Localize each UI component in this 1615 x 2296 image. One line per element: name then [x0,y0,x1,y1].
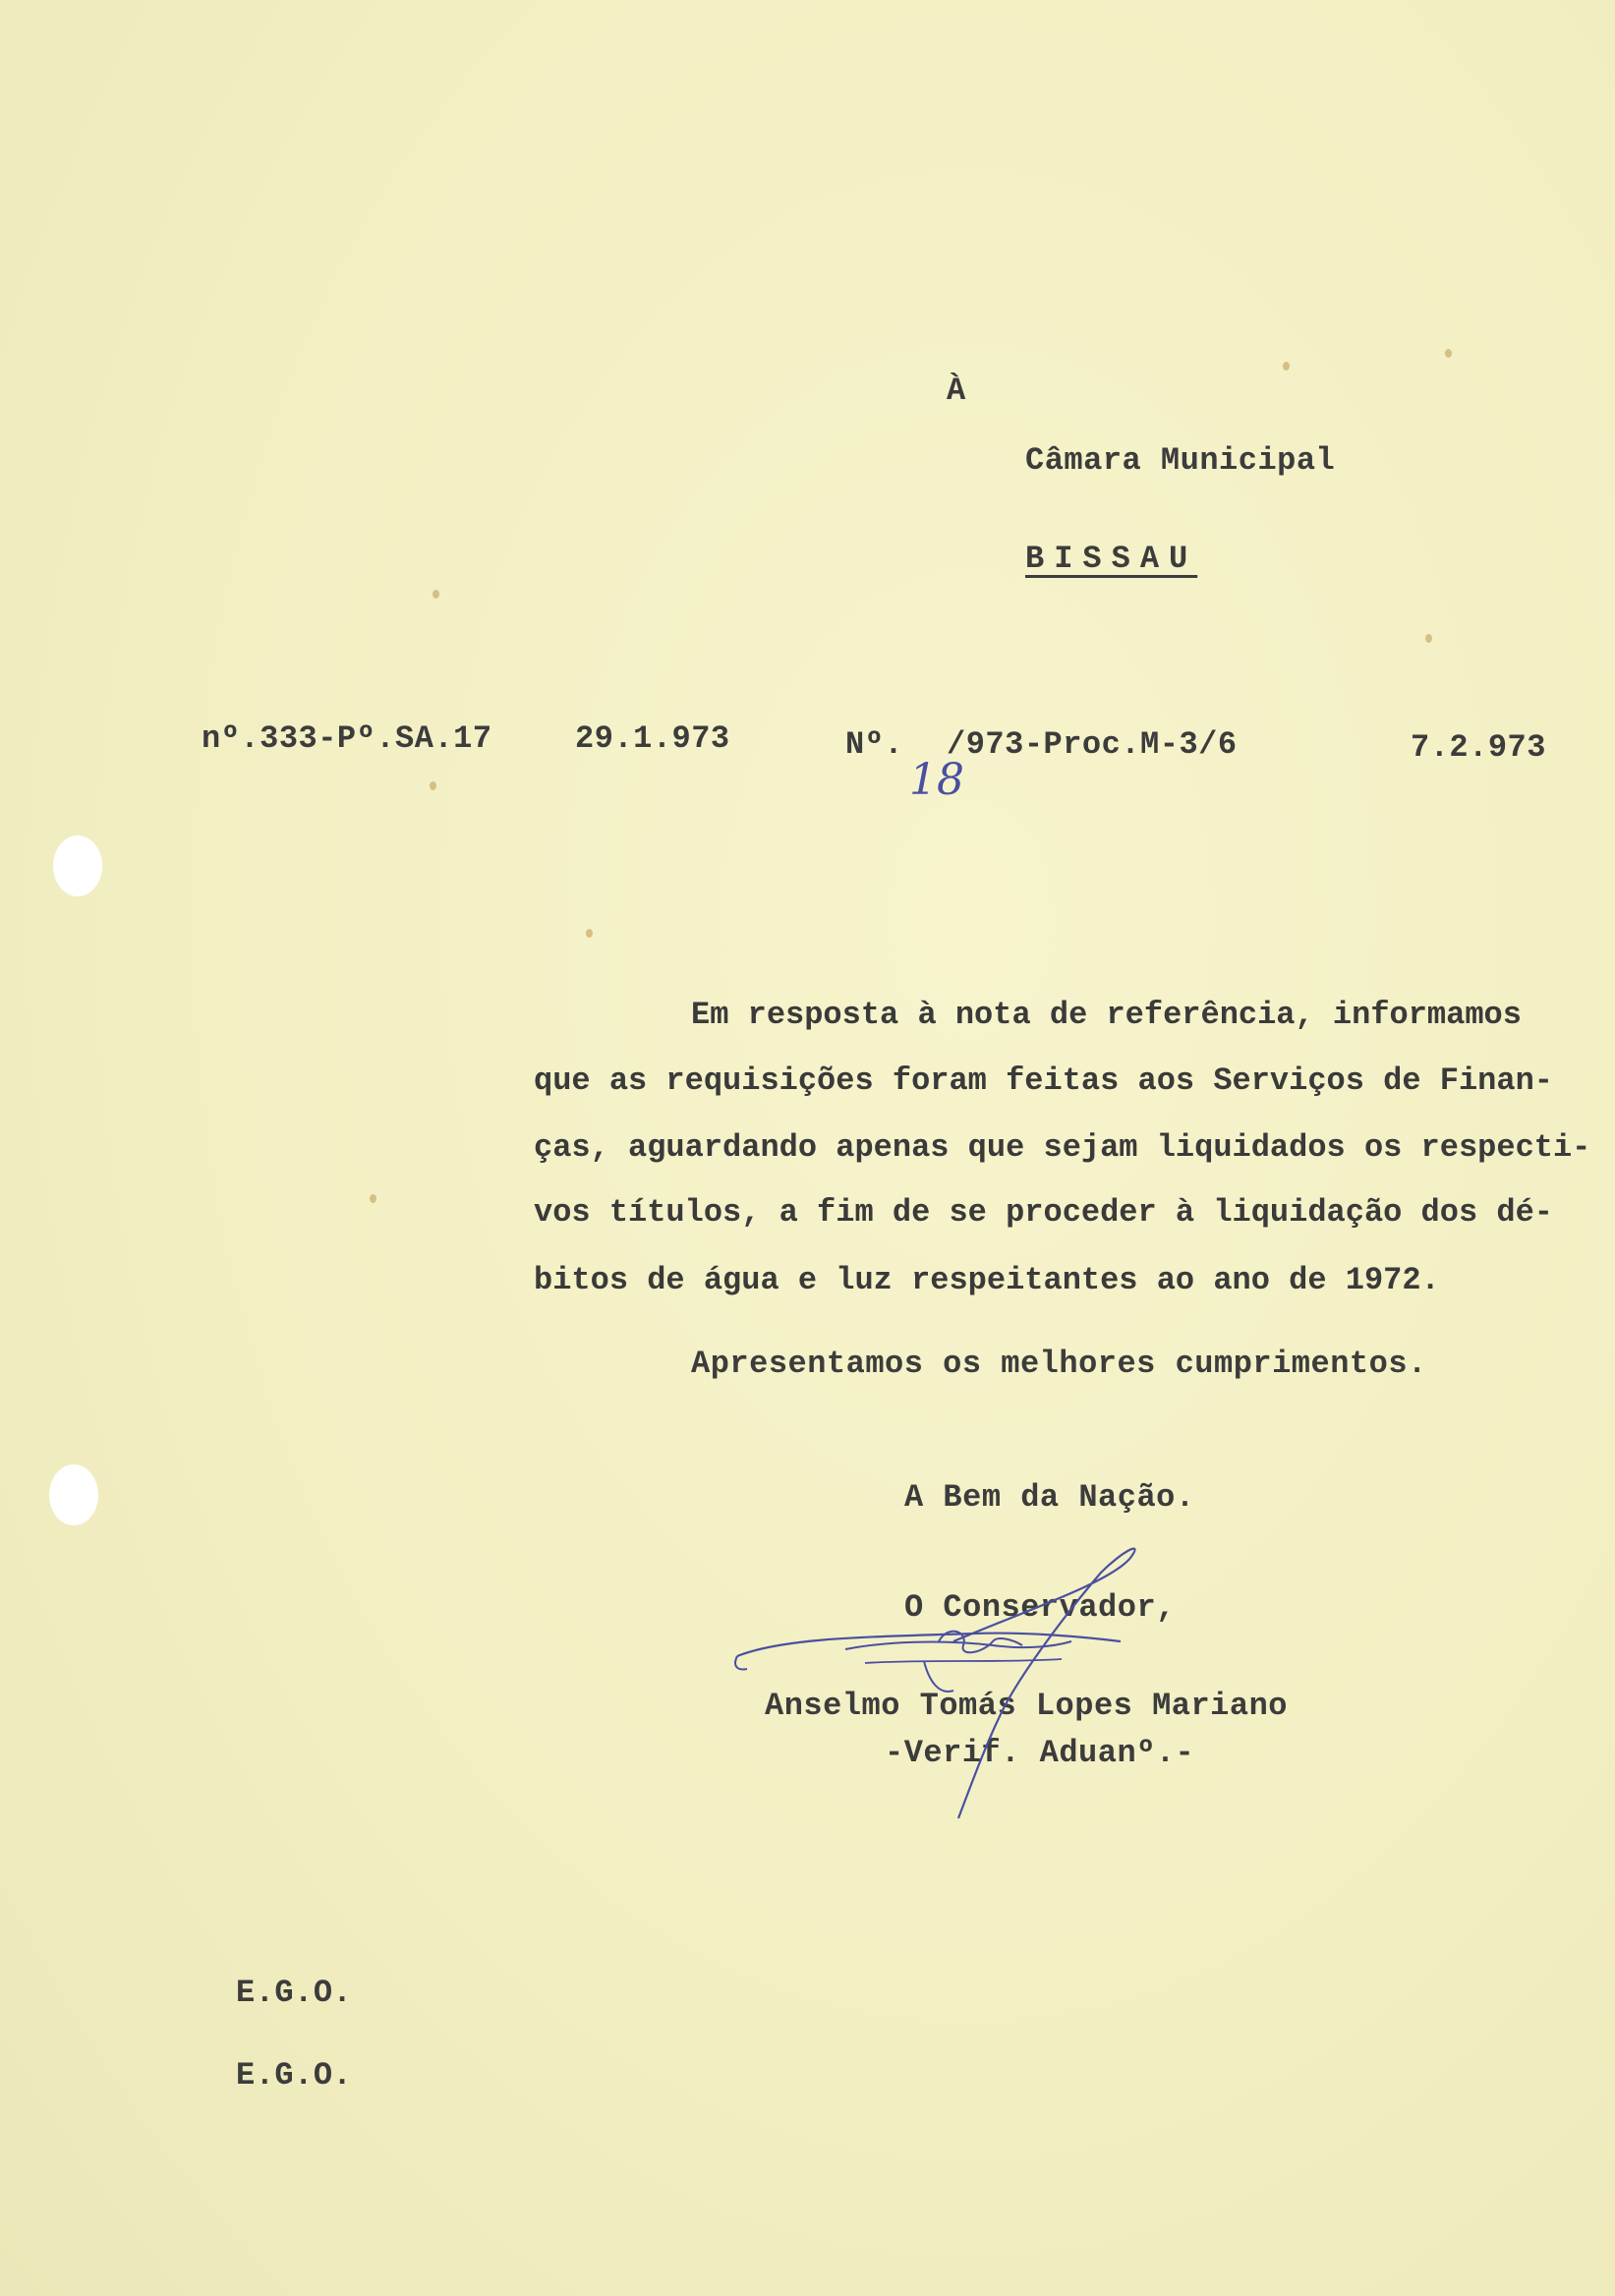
signatory-name: Anselmo Tomás Lopes Mariano [765,1688,1288,1724]
signatory-title: O Conservador, [904,1589,1176,1626]
their-date: 29.1.973 [575,720,730,757]
body-line-1: Em resposta à nota de referência, informamos [691,997,1522,1033]
paper-speck [586,929,593,938]
paper-speck [430,781,436,790]
paper-speck [1445,349,1452,358]
our-reference-prefix: Nº. [845,726,904,763]
addressee-name: Câmara Municipal [1025,442,1336,479]
paper-speck [433,590,439,599]
closing-motto: A Bem da Nação. [904,1479,1195,1516]
punch-hole-bottom [49,1464,98,1525]
our-reference-suffix: /973-Proc.M-3/6 [947,726,1238,763]
paper-speck [1283,362,1290,371]
addressee-prefix: À [947,373,966,409]
closing-greeting: Apresentamos os melhores cumprimentos. [691,1346,1427,1382]
body-line-4: vos títulos, a fim de se proceder à liquidação dos dé- [534,1194,1553,1231]
addressee-city: BISSAU [1025,541,1198,577]
handwritten-signature [727,1543,1239,1838]
paper-speck [1425,634,1432,643]
punch-hole-top [53,835,102,896]
body-line-2: que as requisições foram feitas aos Serviços de Finan- [534,1062,1553,1099]
our-reference-handwritten-number: 18 [909,755,964,805]
body-line-3: ças, aguardando apenas que sejam liquidados os respecti- [534,1129,1591,1166]
their-reference: nº.333-Pº.SA.17 [202,720,492,757]
signatory-position: -Verif. Aduanº.- [885,1735,1195,1771]
footer-code-1: E.G.O. [236,1975,353,2011]
our-date: 7.2.973 [1411,729,1546,766]
paper-speck [370,1194,376,1203]
body-line-5: bitos de água e luz respeitantes ao ano de 1972. [534,1262,1440,1298]
footer-code-2: E.G.O. [236,2057,353,2094]
